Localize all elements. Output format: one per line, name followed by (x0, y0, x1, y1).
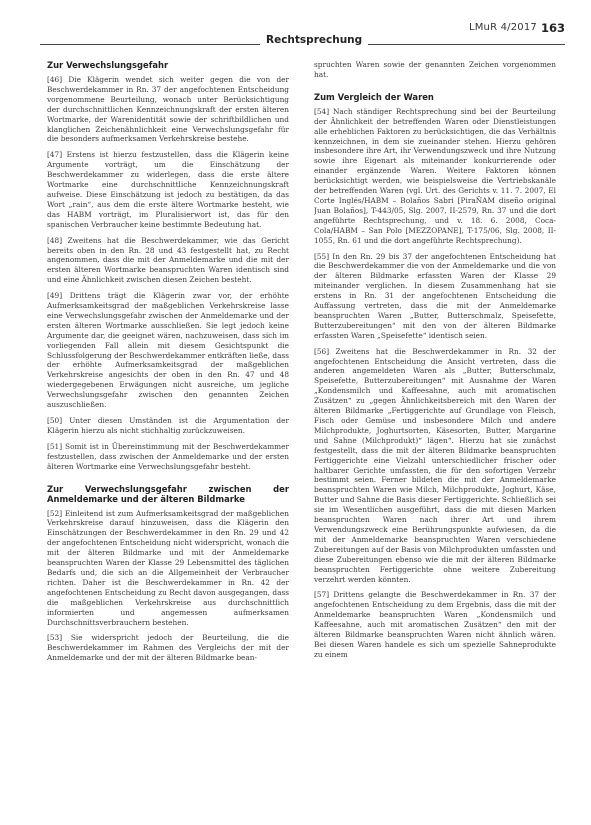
paragraph-55: [55] In den Rn. 29 bis 37 der angefochtenen Entscheidung hat die Beschwerdekammer die von der Anmeldemarke und die von der älteren Bildmarke erfassten Waren der Klasse 29 miteinander verglichen. In diesem Zusammenhang hat sie erstens in Rn. 31 der angefochtenen Entscheidung die Auffassung vertreten, dass die mit der Anmeldemarke beanspruchten Waren „Butter, Butterschmalz, Speisefette, Butterzubereitungen“ mit den von der älteren Bildmarke erfassten Waren „Speisefette“ identisch seien. (314, 251, 556, 340)
right-column (314, 60, 556, 812)
paragraph-52: [52] Einleitend ist zum Aufmerksamkeitsgrad der maßgeblichen Verkehrskreise darauf hinzuweisen, dass die Klägerin den Einschätzungen der Beschwerdekammer in den Rn. 29 und 42 der angefochtenen Entscheidung nicht widerspricht, wonach die mit der älteren Bildmarke und mit der Anmeldemarke beanspruchten Waren der Klasse 29 Lebensmittel des täglichen Bedarfs und, die sich an die Allgemeinheit der Verbraucher richten. Daher ist die Beschwerdekammer in Rn. 42 der angefochtenen Entscheidung zu Recht davon ausgegangen, dass die maßgeblichen Verkehrskreise aus durchschnittlich informierten und angemessen aufmerksamen Durchschnittsverbrauchern bestehen. (47, 508, 289, 627)
paragraph-56: [56] Zweitens hat die Beschwerdekammer in Rn. 32 der angefochtenen Entscheidung die Ansicht vertreten, dass die anderen angemeldeten Waren als „Butter, Butterschmalz, Speisefette, Butterzubereitungen“ mit Ausnahme der Waren „Kondensmilch und Kaffeesahne, auch mit aromatischen Zusätzen“ zu „gegen Ähnlichkeitsbereich mit den Waren der älteren Bildmarke „Fertiggerichte auf Grundlage von Fleisch, Fisch oder Gemüse und insbesondere Milch und andere Milchprodukte, Joghurtsorten, Käsesorten, Butter, Margarine und Sahne (Milchprodukt)“ lägen“. Hierzu hat sie zunächst festgestellt, dass die mit der älteren Bildmarke beanspruchten Fertiggerichte eine Vielzahl unterschiedlicher frischer oder haltbarer Gerichte umfassten, die für den sofortigen Verzehr bestimmt seien. Ferner bildeten die mit der Anmeldemarke beanspruchten Waren wie Milch, Milchprodukte, Joghurt, Käse, Butter und Sahne die Basis dieser Fertiggerichte. Schließlich sei sie im Wesentlichen ausgeführt, dass die mit diesen Marken beanspruchten Waren nach ihrer Art und ihrem Verwendungszweck eine Berührungspunkte aufwiesen, da die mit der Anmeldemarke beanspruchten Waren verschiedene Zubereitungen auf der Basis von Milchprodukten umfassten und diese Zubereitungen ebenso wie die mit der älteren Bildmarke beanspruchten Fertiggerichte ohne weitere Zubereitung verzehrt werden könnten. (314, 346, 556, 584)
paragraph-50: [50] Unter diesen Umständen ist die Argumentation der Klägerin hierzu als nicht stichhaltig zurückzuweisen. (47, 416, 289, 435)
paragraph-48: [48] Zweitens hat die Beschwerdekammer, wie das Gericht bereits oben in den Rn. 28 und 43 festgestellt hat, zu Recht angenommen, dass die mit der Anmeldemarke und die mit der ersten älteren Wortmarke beanspruchten Waren identisch sind und eine Ähnlichkeit zwischen diesen Zeichen besteht. (47, 235, 289, 285)
section-title: Rechtsprechung (260, 34, 368, 48)
paragraph-49: [49] Drittens trägt die Klägerin zwar vor, der erhöhte Aufmerksamkeitsgrad der maßgeblichen Verkehrskreise lasse eine Verwechslungsgefahr zwischen der Anmeldemarke und der ersten älteren Wortmarke ausschließen. Sie legt jedoch keine Argumente dar, die geeignet wären, nachzuweisen, dass sich im vorliegenden Fall allein mit diesem Gesichtspunkt die Schlussfolgerung der Beschwerdekammer entkräften ließe, dass der erhöhte Aufmerksamkeitsgrad der maßgeblichen Verkehrskreise angesichts der oben in den Rn. 47 und 48 wiedergegebenen Erwägungen nicht ausreiche, um jegliche Verwechslungsgefahr zwischen den genannten Zeichen auszuschließen. (47, 291, 289, 410)
heading-vergleich-waren: Zum Vergleich der Waren (314, 91, 434, 102)
paragraph-54: [54] Nach ständiger Rechtsprechung sind bei der Beurteilung der Ähnlichkeit der betreffenden Waren oder Dienstleistungen alle erheblichen Faktoren zu berücksichtigen, die das Verhältnis kennzeichnen, in dem sie zueinander stehen. Hierzu gehören insbesondere ihre Art, ihr Verwendungszweck und ihre Nutzung sowie ihre Eigenart als miteinander konkurrierende oder einander ergänzende Waren. Weitere Faktoren können berücksichtigt werden, wie beispielsweise die Vertriebskanäle der betreffenden Waren (vgl. Urt. des Gerichts v. 11. 7. 2007, El Corte Inglés/HABM – Bolaños Sabri [PiraÑAM diseño original Juan Bolaños], T-443/05, Slg. 2007, II-2579, Rn. 37 und die dort angeführte Rechtsprechung, und v. 18. 6. 2008, Coca-Cola/HABM – San Polo [MEZZOPANE], T-175/06, Slg. 2008, II-1055, Rn. 61 und die dort angeführte Rechtsprechung). (314, 106, 556, 245)
page-number: 163 (540, 21, 565, 35)
heading-verwechslungsgefahr: Zur Verwechslungsgefahr (47, 60, 169, 70)
paragraph-57: [57] Drittens gelangte die Beschwerdekammer in Rn. 37 der angefochtenen Entscheidung zu dem Ergebnis, dass die mit der Anmeldemarke beanspruchten Waren „Kondensmilch und Kaffeesahne, auch mit aromatischen Zusätzen“ den mit der älteren Bildmarke beanspruchten Waren nicht ähnlich wären. Bei diesen Waren handele es sich um spezielle Sahneprodukte zu einem (314, 590, 556, 659)
paragraph-47: [47] Erstens ist hierzu festzustellen, dass die Klägerin keine Argumente vorträgt, um die Einschätzung der Beschwerdekammer zu widerlegen, dass die erste ältere Wortmarke eine durchschnittliche Kennzeichnungskraft aufweise. Diese Einschätzung ist jedoch zu bestätigen, da das Wort „rain“, aus dem die erste ältere Wortmarke besteht, wie das HABM vorträgt, im Pluralisierwort ist, das für den spanischen Verbraucher keine bestimmte Bedeutung hat. (47, 150, 289, 229)
paragraph-46: [46] Die Klägerin wendet sich weiter gegen die von der Beschwerdekammer in Rn. 37 der angefochtenen Entscheidung vorgenommene Beurteilung, wonach unter Berücksichtigung der durchschnittlichen Kennzeichnungskraft der ersten älteren Wortmarke, der Warenidentität sowie der schriftbildlichen und klanglichen Zeichenähnlichkeit eine Verwechslungsgefahr für die besonders aufmerksamen Verkehrskreise bestehe. (47, 75, 289, 144)
heading-verwechslungsgefahr-bildmarke: Zur Verwechslungsgefahr zwischen der Anmeldemarke und der älteren Bildmarke (47, 483, 289, 504)
paragraph-continued: spruchten Waren sowie der genannten Zeichen vorgenommen hat. (314, 60, 556, 79)
paragraph-53: [53] Sie widerspricht jedoch der Beurteilung, die die Beschwerdekammer im Rahmen des Vergleichs der mit der Anmeldemarke und der mit der älteren Bildmarke bean- (47, 633, 289, 663)
page-header (40, 22, 565, 48)
journal-issue: LMuR 4/2017 (468, 22, 537, 33)
left-column (47, 60, 289, 812)
paragraph-51: [51] Somit ist in Übereinstimmung mit der Beschwerdekammer festzustellen, dass zwischen der Anmeldemarke und der ersten älteren Wortmarke eine Verwechslungsgefahr besteht. (47, 441, 289, 471)
